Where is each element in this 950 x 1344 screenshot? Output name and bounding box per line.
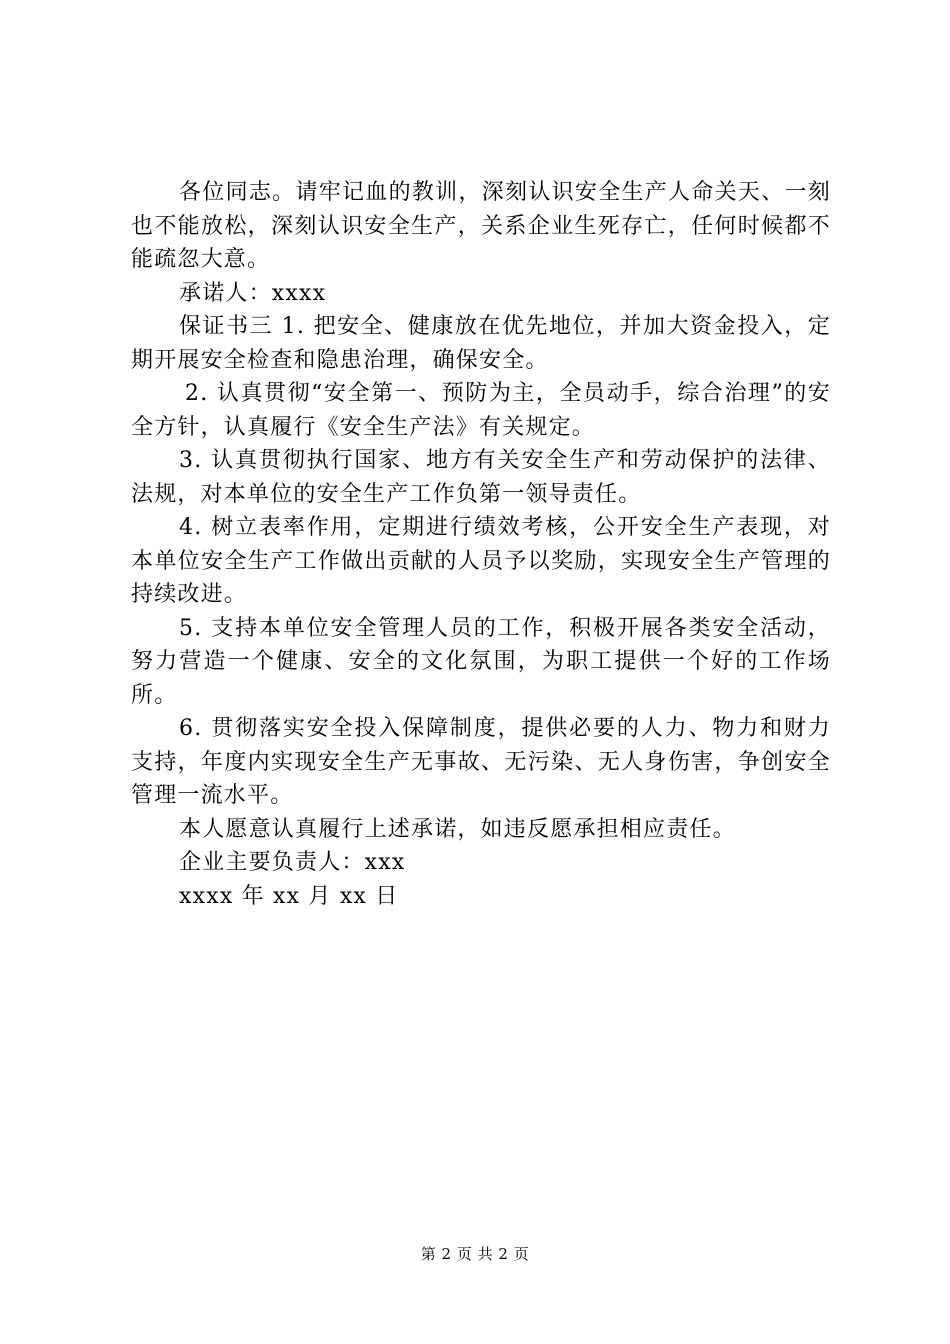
paragraph-item-5: 5. 支持本单位安全管理人员的工作，积极开展各类安全活动，努力营造一个健康、安全的文化氛围，为职工提供一个好的工作场所。 <box>131 615 831 708</box>
paragraph-item-4: 4. 树立表率作用，定期进行绩效考核，公开安全生产表现，对本单位安全生产工作做出贡献的人员予以奖励，实现安全生产管理的持续改进。 <box>131 515 831 607</box>
paragraph-item-3: 3. 认真贯彻执行国家、地方有关安全生产和劳动保护的法律、法规，对本单位的安全生产工作负第一领导责任。 <box>131 448 831 507</box>
paragraph-item-2: 2. 认真贯彻“安全第一、预防为主，全员动手，综合治理”的安全方针，认真履行《安全生产法》有关规定。 <box>131 381 831 440</box>
paragraph-promisor: 承诺人：xxxx <box>179 280 327 306</box>
paragraph-item-6: 6. 贯彻落实安全投入保障制度，提供必要的人力、物力和财力支持，年度内实现安全生产无事故、无污染、无人身伤害，争创安全管理一流水平。 <box>131 716 831 808</box>
paragraph-item-1: 保证书三 1. 把安全、健康放在优先地位，并加大资金投入，定期开展安全检查和隐患治理，确保安全。 <box>131 314 831 373</box>
paragraph-date: xxxx 年 xx 月 xx 日 <box>179 883 399 909</box>
page-number-footer: 第 2 页 共 2 页 <box>420 1245 530 1263</box>
paragraph-pledge: 本人愿意认真履行上述承诺，如违反愿承担相应责任。 <box>179 816 736 842</box>
paragraph-responsible-person: 企业主要负责人：xxx <box>179 850 406 875</box>
document-body <box>131 176 831 913</box>
paragraph-intro: 各位同志。请牢记血的教训，深刻认识安全生产人命关天、一刻也不能放松，深刻认识安全生产，关系企业生死存亡，任何时候都不能疏忽大意。 <box>131 180 831 272</box>
